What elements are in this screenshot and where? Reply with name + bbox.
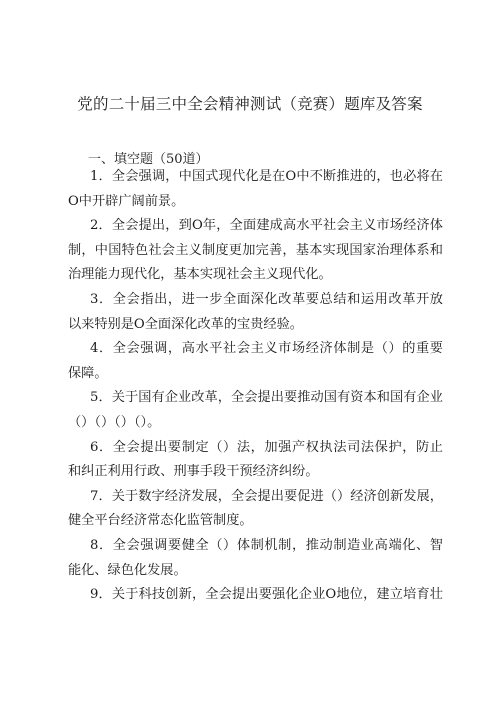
question-item: [68, 288, 443, 337]
question-line: O中开辟广阔前景。: [68, 193, 185, 209]
question-item: [68, 165, 443, 214]
question-line: 5．关于国有企业改革，全会提出要推动国有资本和国有企业: [90, 390, 443, 406]
question-line: 2．全会提出，到O年，全面建成高水平社会主义市场经济体: [90, 218, 443, 234]
question-line: 治理能力现代化，基本实现社会主义现代化。: [68, 267, 332, 283]
question-list: [68, 165, 443, 608]
question-item: [68, 583, 443, 608]
question-line: 健全平台经济常态化监管制度。: [68, 513, 253, 529]
question-line: 3．全会指出，进一步全面深化改革要总结和运用改革开放: [90, 291, 443, 307]
question-line: 9．关于科技创新，全会提出要强化企业O地位，建立培育壮: [90, 587, 443, 603]
question-line: 以来特别是O全面深化改革的宝贵经验。: [68, 316, 303, 332]
question-line: 保障。: [68, 365, 108, 381]
question-line: 制，中国特色社会主义制度更加完善，基本实现国家治理体系和: [68, 242, 443, 258]
question-line: 6．全会提出要制定（）法，加强产权执法司法保护，防止: [90, 439, 443, 455]
question-item: [68, 534, 443, 583]
question-item: [68, 485, 443, 534]
question-item: [68, 214, 443, 288]
question-line: 4．全会强调，高水平社会主义市场经济体制是（）的重要: [90, 341, 443, 357]
question-line: 能化、绿色化发展。: [68, 562, 187, 578]
question-item: [68, 436, 443, 485]
question-line: （）（）（）（）。: [68, 414, 161, 430]
section-heading: 一、填空题（50道）: [88, 152, 209, 167]
document-title: 党的二十届三中全会精神测试（竞赛）题库及答案: [77, 95, 423, 113]
question-line: 8．全会强调要健全（）体制机制，推动制造业高端化、智: [90, 537, 443, 553]
question-line: 和纠正利用行政、刑事手段干预经济纠纷。: [68, 464, 319, 480]
question-line: 1．全会强调，中国式现代化是在O中不断推进的，也必将在: [90, 169, 443, 184]
question-item: [68, 337, 443, 386]
question-item: [68, 386, 443, 435]
question-line: 7．关于数字经济发展，全会提出要促进（）经济创新发展，: [90, 488, 443, 504]
